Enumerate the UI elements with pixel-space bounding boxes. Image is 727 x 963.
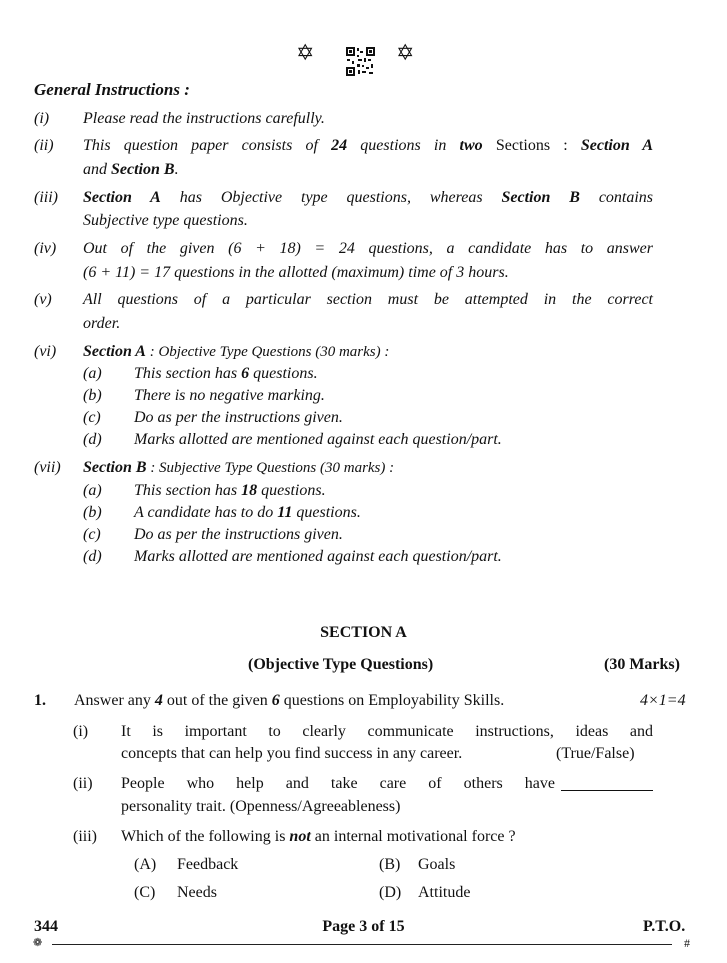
option: (C) Needs	[134, 884, 217, 901]
section-subtitle: (Objective Type Questions)	[248, 656, 434, 673]
footer-rule	[52, 944, 672, 945]
star-of-david-icon: ✡	[396, 40, 415, 65]
option: (B) Goals	[379, 856, 456, 873]
question-part: (ii) People who help and take care of others have personality trait. (Openness/Agreeableness)	[0, 773, 727, 819]
question-part: (iii) Which of the following is not an internal motivational force ? (A) Feedback (B) Goals (C) Needs (D) Attitude	[0, 826, 727, 906]
question-part: (i) It is important to clearly communicate instructions, ideas and concepts that can help you find success in any career. (True/False)	[73, 723, 653, 762]
section-marks: (30 Marks)	[604, 656, 680, 673]
star-of-david-icon: ✡	[296, 40, 315, 65]
option: (D) Attitude	[379, 884, 471, 901]
instruction-item: (iv) Out of the given (6 + 18) = 24 questions, a candidate has to answer (6 + 11) = 17 questions in the allotted (maximum) time of 3 hours.	[34, 240, 653, 281]
instruction-item: (ii) This question paper consists of 24 questions in two Sections : Section A and Section B.	[34, 137, 654, 178]
general-instructions-title: General Instructions :	[34, 80, 190, 99]
question-stem: 1. Answer any 4 out of the given 6 questions on Employability Skills. 4×1=4	[0, 690, 727, 714]
section-title: SECTION A	[320, 624, 407, 641]
instruction-item: (v) All questions of a particular section must be attempted in the correct order.	[34, 291, 653, 332]
qr-code-icon	[346, 47, 375, 76]
instruction-item: (i) Please read the instructions carefully.	[34, 110, 325, 127]
question-marks: 4×1=4	[640, 692, 686, 709]
instruction-item: (iii) Section A has Objective type questions, whereas Section B contains Subjective type questions.	[34, 189, 654, 229]
option: (A) Feedback	[134, 856, 239, 873]
fill-in-blank	[561, 776, 653, 791]
instruction-item: (vi) Section A : Objective Type Questions (30 marks) : (a) This section has 6 questions. (b) There is no negative marking. (c) Do as per the instructions given. (d) Marks allotted are mentioned against each question/part.	[34, 343, 502, 448]
paper-code: 344	[34, 918, 58, 935]
instruction-item: (vii) Section B : Subjective Type Questions (30 marks) : (a) This section has 18 questions. (b) A candidate has to do 11 questions. (c) Do as per the instructions given. (d) Marks allotted are mentioned against each question/part.	[34, 459, 502, 565]
hash-mark: #	[684, 936, 690, 950]
flower-mark-icon: ❁	[33, 937, 43, 949]
pto-label: P.T.O.	[643, 918, 686, 935]
page-number: Page 3 of 15	[322, 918, 405, 935]
page-header	[0, 40, 727, 76]
